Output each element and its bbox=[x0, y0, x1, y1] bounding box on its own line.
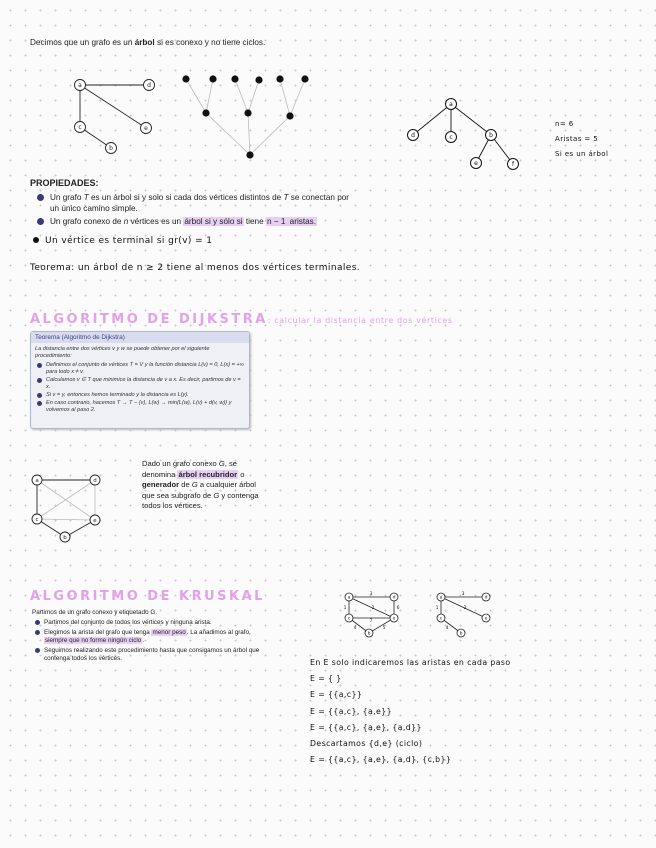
p1c: se conectan por un único camino simple. bbox=[50, 193, 350, 213]
note-n: n= 6 bbox=[555, 120, 574, 128]
dijkstra-step bbox=[35, 392, 245, 399]
w-de: 6 bbox=[396, 606, 400, 611]
rt1e: a cualquier árbol que sea subgrafo de bbox=[142, 480, 256, 500]
dijkstra-step bbox=[35, 377, 245, 391]
kruskal-note: En E solo indicaremos las aristas en cada paso bbox=[310, 658, 511, 667]
kt-e: e bbox=[484, 616, 488, 622]
intro-bold: árbol bbox=[134, 38, 155, 47]
dijkstra-header bbox=[30, 310, 453, 328]
intro-text bbox=[30, 37, 265, 48]
label-a: a bbox=[78, 82, 82, 89]
kruskal-step bbox=[32, 647, 272, 663]
intro-post: si es conexo y no tiene ciclos. bbox=[154, 38, 266, 47]
bullet-icon bbox=[35, 648, 40, 653]
graph3-notes bbox=[555, 117, 608, 162]
theorem-intro: La distancia entre dos vértices v y w se puede obtener por el siguiente procedimiento: bbox=[35, 346, 210, 359]
p1t2: T bbox=[283, 193, 289, 202]
step-text: Si v = y, entonces hemos terminado y la distancia es L(y). bbox=[46, 392, 189, 398]
rt1: Dado un grafo conexo bbox=[142, 459, 219, 468]
p2c: tiene bbox=[243, 217, 266, 226]
properties-heading: PROPIEDADES: bbox=[30, 178, 99, 188]
bullet-icon bbox=[35, 630, 40, 635]
dijkstra-step bbox=[35, 362, 245, 376]
property-3-text: Un vértice es terminal si gr(v) = 1 bbox=[45, 236, 213, 246]
kruskal-step bbox=[32, 619, 272, 627]
dijkstra-theorem-box bbox=[30, 331, 250, 429]
wt-ad: 3 bbox=[461, 592, 465, 597]
label-c: c bbox=[78, 124, 82, 131]
kruskal-intro: Partimos de un grafo conexo y etiquetado G. bbox=[32, 609, 157, 616]
g3-label-b: b bbox=[489, 132, 493, 139]
kruskal-note: E = {{a,c}, {a,e}, {a,d}, {c,b}} bbox=[310, 755, 452, 765]
k2hl2: siempre que no forme ningún ciclo bbox=[45, 637, 142, 644]
theorem-note: Teorema: un árbol de n ≥ 2 tiene al menos dos vértices terminales. bbox=[30, 263, 361, 273]
step-text: Calculamos v ∈ T que minimice la distancia de v a x. Es decir, partimos de v = x. bbox=[46, 377, 241, 390]
kruskal-title: ALGORITMO DE KRUSKAL bbox=[30, 589, 265, 604]
kruskal-steps-notes bbox=[310, 655, 511, 768]
label-e: e bbox=[144, 125, 148, 132]
g3-label-d: d bbox=[411, 132, 415, 139]
kg-d: d bbox=[392, 595, 396, 601]
properties-list bbox=[30, 192, 360, 229]
kruskal-note: E = {{a,c}} bbox=[310, 690, 363, 700]
rtg3: G bbox=[213, 490, 220, 500]
wt-cb: 4 bbox=[445, 626, 449, 631]
spanning-tree-graph bbox=[25, 468, 110, 548]
rg-label-c: c bbox=[35, 517, 39, 523]
bullet-icon bbox=[37, 218, 44, 225]
rg-label-e: e bbox=[93, 518, 97, 524]
p2a: Un grafo conexo de bbox=[50, 217, 124, 226]
kruskal-step1: Partimos del conjunto de todos los vértices y ninguna arista. bbox=[44, 619, 212, 626]
rt1d: de bbox=[179, 480, 192, 489]
kruskal-note: E = { } bbox=[310, 674, 342, 684]
theorem-title: Teorema (Algoritmo de Dijkstra) bbox=[31, 332, 249, 343]
w-ce: 7 bbox=[369, 619, 373, 624]
step-text: En caso contrario, hacemos T → T − {v}, L(w) → min{L(w), L(v) + d(v, w)} y volvemos al paso 2. bbox=[46, 400, 232, 413]
w-ad: 3 bbox=[369, 592, 373, 597]
theorem-body bbox=[31, 343, 249, 418]
p2n: n bbox=[123, 217, 129, 226]
rg-label-a: a bbox=[35, 478, 39, 484]
tree-graph-1 bbox=[60, 70, 170, 160]
kg-e: e bbox=[392, 616, 396, 622]
k2a: Elegimos la arista del grafo que tenga bbox=[44, 629, 152, 636]
bullet-icon bbox=[37, 393, 42, 398]
bullet-icon bbox=[33, 237, 39, 243]
label-b: b bbox=[109, 145, 113, 152]
rtbold: generador bbox=[142, 480, 180, 489]
bullet-icon bbox=[35, 620, 40, 625]
kt-b: b bbox=[459, 631, 463, 637]
rthl: árbol recubridor bbox=[178, 469, 238, 479]
bullet-icon bbox=[37, 363, 42, 368]
rt1c: o bbox=[238, 469, 245, 479]
kruskal-step bbox=[32, 629, 272, 645]
p2hl1: árbol si y sólo si bbox=[184, 217, 243, 226]
bullet-icon bbox=[37, 378, 42, 383]
w-cb: 4 bbox=[353, 626, 357, 631]
kruskal-note: E = {{a,c}, {a,e}} bbox=[310, 706, 392, 716]
tree-graph-2 bbox=[175, 70, 320, 165]
k2hl1: menor peso bbox=[152, 629, 186, 636]
g3-label-e: e bbox=[474, 160, 478, 167]
kruskal-note: Descartamos {d,e} (ciclo) bbox=[310, 739, 423, 749]
kruskal-step3: Seguimos realizando este procedimiento hasta que consigamos un árbol que contenga todos los vértices. bbox=[44, 647, 260, 662]
kruskal-note: E = {{a,c}, {a,e}, {a,d}} bbox=[310, 722, 422, 732]
intro-pre: Decimos que un grafo es un bbox=[30, 38, 135, 47]
wt-ae: 2 bbox=[463, 606, 467, 611]
kt-a: a bbox=[439, 595, 443, 601]
property-1 bbox=[30, 192, 360, 214]
kg-b: b bbox=[367, 631, 371, 637]
bullet-icon bbox=[37, 194, 44, 201]
p2hl2: n − 1 bbox=[266, 217, 286, 226]
rtg: G bbox=[218, 459, 225, 468]
property-3 bbox=[33, 236, 212, 246]
w-eb: 5 bbox=[382, 626, 386, 631]
property-2 bbox=[30, 216, 360, 227]
kt-c: c bbox=[439, 616, 443, 622]
label-d: d bbox=[147, 82, 151, 89]
w-ac: 1 bbox=[343, 606, 347, 611]
note-aristas: Aristas = 5 bbox=[555, 135, 599, 143]
wt-ac: 1 bbox=[435, 606, 439, 611]
g3-label-f: f bbox=[511, 161, 515, 168]
k2b: . La añadimos al grafo, bbox=[186, 629, 251, 636]
dijkstra-subtitle: : calcular la distancia entre dos vértices bbox=[267, 316, 453, 325]
w-ae: 2 bbox=[371, 606, 375, 611]
kruskal-graph-full bbox=[340, 588, 408, 640]
k2c: . bbox=[142, 637, 145, 644]
step-text: Definimos el conjunto de vértices T = V y la función distancia L(v) = 0, L(x) = +∞ para todo x ≠ v. bbox=[46, 362, 244, 375]
bullet-icon bbox=[37, 401, 42, 406]
rt1f: y contenga todos los vértices. bbox=[142, 490, 259, 510]
p1b: es un árbol si y solo si cada dos vértices distintos de bbox=[88, 193, 284, 202]
p1a: Un grafo bbox=[50, 193, 84, 202]
dijkstra-title: ALGORITMO DE DIJKSTRA bbox=[30, 312, 268, 327]
kg-a: a bbox=[347, 595, 351, 601]
rt1b: , se denomina bbox=[142, 459, 238, 479]
kg-c: c bbox=[347, 616, 351, 622]
kt-d: d bbox=[484, 595, 488, 601]
note-arbol: Si es un árbol bbox=[555, 150, 609, 158]
g3-label-a: a bbox=[449, 101, 453, 108]
kruskal-description bbox=[32, 609, 272, 665]
edge-a-e bbox=[80, 85, 146, 128]
spanning-tree-definition bbox=[142, 459, 260, 512]
p1t: T bbox=[83, 193, 89, 202]
dijkstra-step bbox=[35, 400, 245, 414]
rg-label-b: b bbox=[63, 535, 67, 541]
p2d: aristas. bbox=[287, 217, 317, 226]
p2b: vértices es un bbox=[128, 217, 184, 226]
kruskal-graph-tree bbox=[432, 588, 500, 640]
tree-graph-3 bbox=[400, 92, 530, 177]
rg-label-d: d bbox=[93, 478, 97, 484]
rtg2: G bbox=[191, 480, 198, 489]
g3-label-c: c bbox=[449, 134, 453, 141]
